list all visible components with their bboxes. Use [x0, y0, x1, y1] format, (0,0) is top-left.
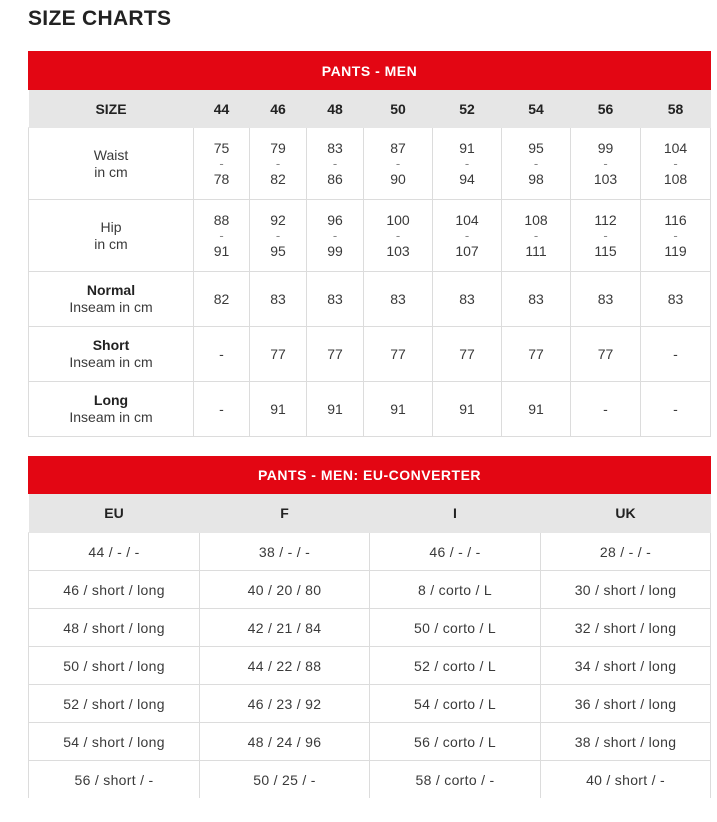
range-high: 98	[528, 170, 544, 187]
range-low: 99	[597, 139, 614, 156]
range-low: 104	[663, 139, 688, 156]
table-cell: 36 / short / long	[541, 685, 711, 723]
table-row	[29, 761, 711, 799]
range-separator: -	[395, 155, 401, 171]
range-high: 99	[327, 242, 343, 259]
size-header: 50	[364, 90, 433, 128]
hip-range-cell	[641, 200, 711, 272]
range-high: 108	[663, 170, 688, 187]
converter-table-title: PANTS - MEN: EU-CONVERTER	[29, 457, 711, 494]
inseam-cell: 83	[502, 272, 571, 327]
size-header: 56	[571, 90, 641, 128]
page-title: SIZE CHARTS	[28, 7, 172, 30]
waist-range-cell	[433, 128, 502, 200]
range-separator: -	[464, 227, 470, 243]
inseam-cell: 83	[433, 272, 502, 327]
normal-inseam-label	[29, 272, 194, 327]
converter-header: F	[200, 494, 370, 533]
table-cell: 48 / short / long	[29, 609, 200, 647]
range-high: 119	[664, 242, 687, 259]
pants-men-size-table	[28, 51, 711, 437]
table-cell: 34 / short / long	[541, 647, 711, 685]
inseam-cell: 83	[641, 272, 711, 327]
inseam-cell: 77	[571, 327, 641, 382]
inseam-cell: 77	[307, 327, 364, 382]
range-separator: -	[219, 227, 224, 243]
inseam-unit: Inseam in cm	[69, 299, 153, 315]
inseam-cell: -	[194, 327, 250, 382]
range-separator: -	[332, 227, 338, 243]
range-low: 116	[664, 211, 687, 228]
table-cell: 46 / short / long	[29, 571, 200, 609]
range-separator: -	[275, 227, 281, 243]
waist-range-cell	[250, 128, 307, 200]
converter-header: UK	[541, 494, 711, 533]
waist-range-cell	[364, 128, 433, 200]
inseam-cell: 83	[307, 272, 364, 327]
inseam-cell: 91	[502, 382, 571, 437]
table-cell: 46 / - / -	[370, 533, 541, 571]
waist-range-cell	[194, 128, 250, 200]
inseam-unit: Inseam in cm	[69, 354, 153, 370]
table-cell: 42 / 21 / 84	[200, 609, 370, 647]
inseam-cell: -	[641, 382, 711, 437]
table-cell: 54 / short / long	[29, 723, 200, 761]
range-low: 91	[459, 139, 475, 156]
hip-range-cell	[502, 200, 571, 272]
range-high: 78	[213, 170, 230, 187]
inseam-cell: -	[571, 382, 641, 437]
range-low: 83	[327, 139, 343, 156]
inseam-cell: 77	[250, 327, 307, 382]
inseam-unit: Inseam in cm	[69, 409, 153, 425]
size-header: 46	[250, 90, 307, 128]
range-separator: -	[395, 227, 401, 243]
range-high: 111	[525, 242, 547, 259]
converter-header: EU	[29, 494, 200, 533]
inseam-cell: 82	[194, 272, 250, 327]
range-low: 95	[528, 139, 544, 156]
range-high: 95	[270, 242, 286, 259]
eu-converter-table	[28, 456, 711, 798]
table-row	[29, 647, 711, 685]
inseam-cell: 91	[364, 382, 433, 437]
range-low: 75	[213, 139, 230, 156]
inseam-cell: 77	[433, 327, 502, 382]
range-high: 91	[213, 242, 230, 259]
range-low: 108	[524, 211, 548, 228]
table-cell: 52 / corto / L	[370, 647, 541, 685]
waist-range-cell	[641, 128, 711, 200]
table-row	[29, 685, 711, 723]
range-separator: -	[673, 227, 678, 243]
table-cell: 38 / short / long	[541, 723, 711, 761]
table-cell: 48 / 24 / 96	[200, 723, 370, 761]
range-separator: -	[603, 155, 608, 171]
long-label: Long	[93, 392, 129, 408]
size-header-label: SIZE	[29, 90, 194, 128]
converter-header: I	[370, 494, 541, 533]
inseam-cell: -	[194, 382, 250, 437]
hip-range-cell	[194, 200, 250, 272]
table-cell: 56 / short / -	[29, 761, 200, 799]
range-low: 87	[390, 139, 406, 156]
range-low: 104	[455, 211, 479, 228]
inseam-cell: -	[641, 327, 711, 382]
hip-row	[29, 200, 711, 272]
range-separator: -	[464, 155, 470, 171]
range-high: 86	[327, 170, 343, 187]
table-cell: 44 / - / -	[29, 533, 200, 571]
range-separator: -	[533, 227, 539, 243]
inseam-cell: 77	[364, 327, 433, 382]
table-cell: 40 / short / -	[541, 761, 711, 799]
inseam-cell: 77	[502, 327, 571, 382]
inseam-cell: 91	[307, 382, 364, 437]
hip-range-cell	[250, 200, 307, 272]
hip-unit: in cm	[94, 235, 128, 252]
range-separator: -	[673, 155, 678, 171]
table-cell: 58 / corto / -	[370, 761, 541, 799]
inseam-cell: 91	[250, 382, 307, 437]
size-header: 48	[307, 90, 364, 128]
waist-range-cell	[307, 128, 364, 200]
range-high: 82	[270, 170, 286, 187]
table-cell: 30 / short / long	[541, 571, 711, 609]
inseam-cell: 83	[571, 272, 641, 327]
table-cell: 52 / short / long	[29, 685, 200, 723]
inseam-cell: 91	[433, 382, 502, 437]
short-inseam-row	[29, 327, 711, 382]
hip-range-cell	[433, 200, 502, 272]
table-cell: 38 / - / -	[200, 533, 370, 571]
waist-row-label	[29, 128, 194, 200]
short-label: Short	[92, 337, 130, 353]
range-high: 115	[594, 242, 617, 259]
waist-range-cell	[502, 128, 571, 200]
table-row	[29, 571, 711, 609]
hip-range-cell	[364, 200, 433, 272]
size-table-title: PANTS - MEN	[29, 52, 711, 90]
range-separator: -	[533, 155, 539, 171]
waist-range-cell	[571, 128, 641, 200]
range-separator: -	[332, 155, 338, 171]
hip-range-cell	[571, 200, 641, 272]
hip-label: Hip	[100, 218, 122, 235]
range-high: 94	[459, 170, 475, 187]
table-cell: 50 / corto / L	[370, 609, 541, 647]
range-low: 112	[594, 211, 617, 228]
table-cell: 8 / corto / L	[370, 571, 541, 609]
range-separator: -	[603, 227, 608, 243]
table-cell: 50 / 25 / -	[200, 761, 370, 799]
table-row	[29, 723, 711, 761]
normal-label: Normal	[86, 282, 136, 298]
table-cell: 56 / corto / L	[370, 723, 541, 761]
table-cell: 40 / 20 / 80	[200, 571, 370, 609]
range-high: 107	[455, 242, 479, 259]
range-low: 92	[270, 211, 286, 228]
table-row	[29, 533, 711, 571]
inseam-cell: 83	[250, 272, 307, 327]
size-header: 54	[502, 90, 571, 128]
range-high: 103	[593, 170, 618, 187]
table-cell: 28 / - / -	[541, 533, 711, 571]
range-low: 96	[327, 211, 343, 228]
range-high: 90	[390, 170, 406, 187]
hip-range-cell	[307, 200, 364, 272]
waist-label: Waist	[93, 146, 129, 163]
waist-unit: in cm	[94, 163, 128, 180]
range-low: 79	[270, 139, 286, 156]
range-low: 88	[213, 211, 230, 228]
table-cell: 44 / 22 / 88	[200, 647, 370, 685]
range-separator: -	[275, 155, 281, 171]
short-inseam-label	[29, 327, 194, 382]
long-inseam-row	[29, 382, 711, 437]
size-header-row	[29, 90, 711, 128]
normal-inseam-row	[29, 272, 711, 327]
range-high: 103	[386, 242, 410, 259]
range-separator: -	[219, 155, 224, 171]
range-low: 100	[386, 211, 410, 228]
long-inseam-label	[29, 382, 194, 437]
table-cell: 54 / corto / L	[370, 685, 541, 723]
table-cell: 32 / short / long	[541, 609, 711, 647]
hip-row-label	[29, 200, 194, 272]
size-header: 44	[194, 90, 250, 128]
size-header: 58	[641, 90, 711, 128]
waist-row	[29, 128, 711, 200]
table-cell: 46 / 23 / 92	[200, 685, 370, 723]
table-row	[29, 609, 711, 647]
converter-header-row	[29, 494, 711, 533]
inseam-cell: 83	[364, 272, 433, 327]
size-header: 52	[433, 90, 502, 128]
table-cell: 50 / short / long	[29, 647, 200, 685]
